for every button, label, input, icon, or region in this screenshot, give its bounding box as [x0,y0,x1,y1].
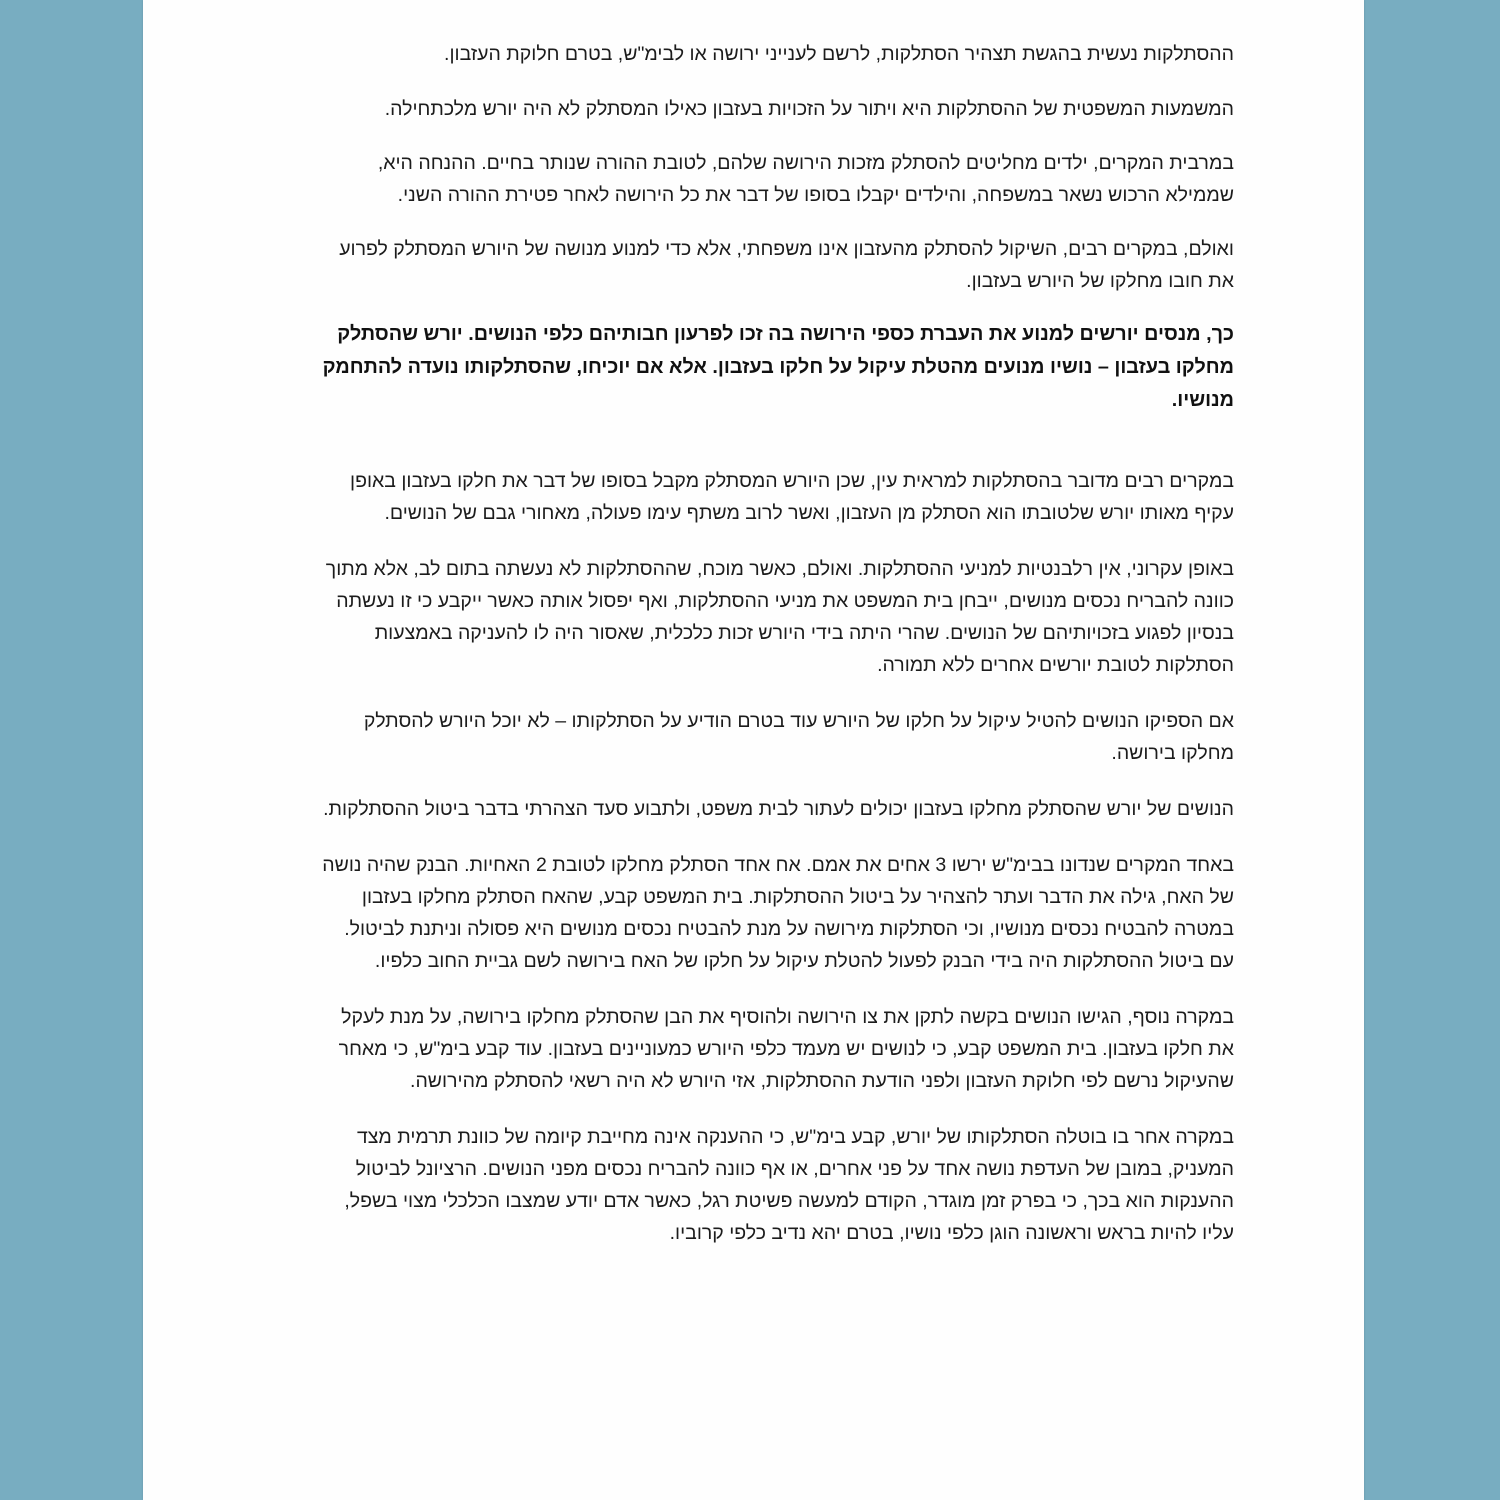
document-page [143,0,1364,1500]
paragraph-10: באחד המקרים שנדונו בבימ"ש ירשו 3 אחים את אמם. אח אחד הסתלק מחלקו לטובת 2 האחיות. הבנק שהיה נושה של האח, גילה את הדבר ועתר להצהיר על ביטול ההסתלקות. בית המשפט קבע, שהאח הסתלק מחלקו בעזבון במטרה להבטיח נכסים מנושיו, וכי הסתלקות מירושה על מנת להבטיח נכסים מנושים היא פסולה וניתנת לביטול. עם ביטול ההסתלקות היה בידי הבנק לפעול להטלת עיקול על חלקו של האח בירושה לשם גביית החוב כלפיו. [322,854,1234,972]
paragraph-3: במרבית המקרים, ילדים מחליטים להסתלק מזכות הירושה שלהם, לטובת ההורה שנותר בחיים. ההנחה היא, שממילא הרכוש נשאר במשפחה, והילדים יקבלו בסופו של דבר את כל הירושה לאחר פטירת ההורה השני. [377,152,1234,206]
paragraph-9: הנושים של יורש שהסתלק מחלקו בעזבון יכולים לעתור לבית משפט, ולתבוע סעד הצהרתי בדבר ביטול ההסתלקות. [323,798,1234,820]
paragraph-5-emphasis: כך, מנסים יורשים למנוע את העברת כספי הירושה בה זכו לפרעון חבותיהם כלפי הנושים. יורש שהסתלק מחלקו בעזבון – נושיו מנועים מהטלת עיקול על חלקו בעזבון. אלא אם יוכיחו, שהסתלקותו נועדה להתחמק מנושיו. [322,323,1234,411]
paragraph-11: במקרה נוסף, הגישו הנושים בקשה לתקן את צו הירושה ולהוסיף את הבן שהסתלק מחלקו בירושה, על מנת לעקל את חלקו בעזבון. בית המשפט קבע, כי לנושים יש מעמד כלפי היורש כמעוניינים בעזבון. עוד קבע בימ"ש, כי מאחר שהעיקול נרשם לפי חלוקת העזבון ולפני הודעת ההסתלקות, אזי היורש לא היה רשאי להסתלק מהירושה. [338,1006,1234,1092]
paragraph-4: ואולם, במקרים רבים, השיקול להסתלק מהעזבון אינו משפחתי, אלא כדי למנוע מנושה של היורש המסתלק לפרוע את חובו מחלקו של היורש בעזבון. [339,238,1234,292]
paragraph-1: ההסתלקות נעשית בהגשת תצהיר הסתלקות, לרשם לענייני ירושה או לבימ"ש, בטרם חלוקת העזבון. [444,43,1234,65]
paragraph-6: במקרים רבים מדובר בהסתלקות למראית עין, שכן היורש המסתלק מקבל בסופו של דבר את חלקו בעזבון באופן עקיף מאותו יורש שלטובתו הוא הסתלק מן העזבון, ואשר לרוב משתף עימו פעולה, מאחורי גבם של הנושים. [350,470,1234,524]
document-body [319,38,1234,1249]
paragraph-2: המשמעות המשפטית של ההסתלקות היא ויתור על הזכויות בעזבון כאילו המסתלק לא היה יורש מלכתחילה. [384,98,1234,120]
paragraph-12: במקרה אחר בו בוטלה הסתלקותו של יורש, קבע בימ"ש, כי ההענקה אינה מחייבת קיומה של כוונת תרמית מצד המעניק, במובן של העדפת נושה אחד על פני אחרים, או אף כוונה להבריח נכסים מפני הנושים. הרציונל לביטול ההענקות הוא בכך, כי בפרק זמן מוגדר, הקודם למעשה פשיטת רגל, כאשר אדם יודע שמצבו הכלכלי מצוי בשפל, עליו להיות בראש וראשונה הוגן כלפי נושיו, בטרם יהא נדיב כלפי קרוביו. [344,1126,1234,1244]
paragraph-8: אם הספיקו הנושים להטיל עיקול על חלקו של היורש עוד בטרם הודיע על הסתלקותו – לא יוכל היורש להסתלק מחלקו בירושה. [363,710,1234,764]
paragraph-7: באופן עקרוני, אין רלבנטיות למניעי ההסתלקות. ואולם, כאשר מוכח, שההסתלקות לא נעשתה בתום לב, אלא מתוך כוונה להבריח נכסים מנושים, ייבחן בית המשפט את מניעי ההסתלקות, ואף יפסול אותה כאשר ייקבע כי זו נעשתה בנסיון לפגוע בזכויותיהם של הנושים. שהרי היתה בידי היורש זכות כלכלית, שאסור היה לו להעניקה באמצעות הסתלקות לטובת יורשים אחרים ללא תמורה. [325,558,1234,676]
